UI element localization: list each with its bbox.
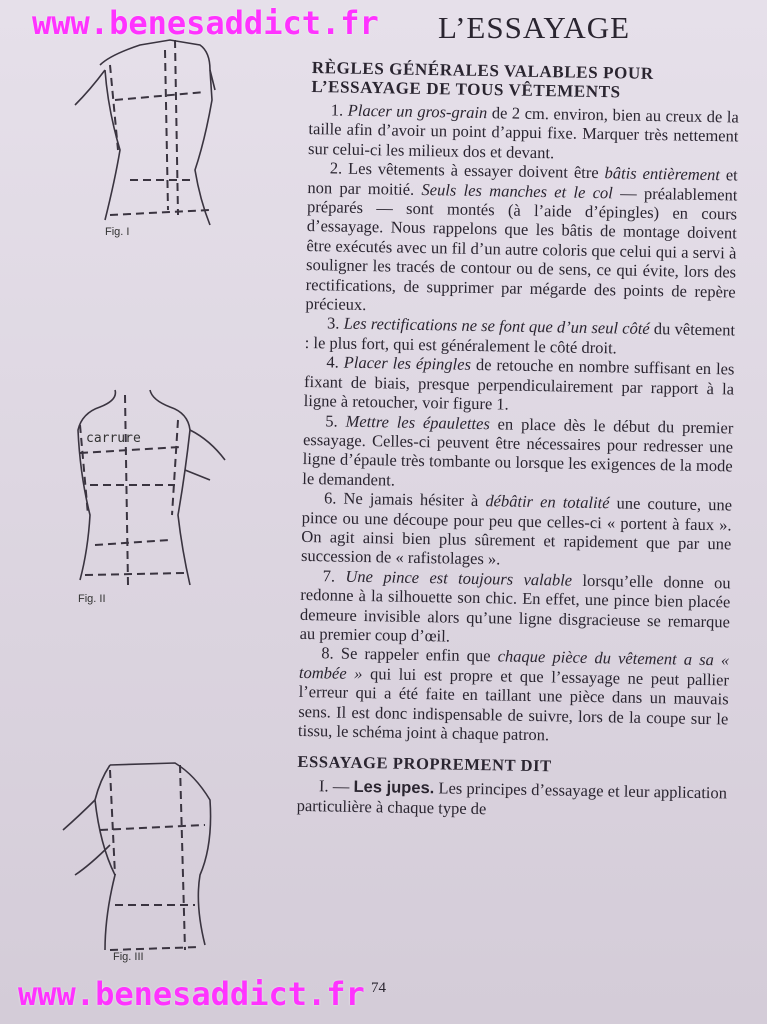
rules-body [297,100,739,823]
figure-3 [55,755,245,965]
carrure-annotation: carrure [86,431,141,446]
rule-2: 2. Les vêtements à essayer doivent être bâtis entièrement et non par moitié. Seuls les manches et le col — préalablement préparés — sont montés (à l’aide d’épingles) en cours d’essayage. Nous rappelons que les bâtis de montage doivent être exécutés avec un fil d’un autre coloris que celui qui a servi à souligner les tracés de contour ou de sens, ce qui évite, lors des rectifications, de supprimer par mégarde des points de repère précieux. [305,158,738,315]
figure-3-drawing [55,755,245,965]
figure-1 [70,30,240,245]
rule-6: 6. Ne jamais hésiter à débâtir en totalité une couture, une pince ou une découpe pour peu que celles-ci « portent à faux ». On agit ainsi bien plus sûrement et rapidement que par une succession de « rafistolages ». [300,488,733,569]
watermark-bottom: www.benesaddict.fr [18,975,365,1013]
figure-2-drawing [60,385,250,610]
page-number: 74 [371,980,386,996]
figure-2-label: Fig. II [78,593,106,605]
figure-3-label: Fig. III [113,951,144,963]
figure-2 [60,385,250,610]
section-heading-line1: RÈGLES GÉNÉRALES VALABLES POUR [311,58,654,83]
watermark-top: www.benesaddict.fr [32,4,379,42]
rule-8: 8. Se rappeler enfin que chaque pièce du vêtement a sa « tombée » qui lui est propre et que l’essayage ne peut pallier l’erreur qui a été faite en taillant une pièce dans un mauvais sens. Il est donc indispensable de suivre, lors de la coupe sur le tissu, le schéma joint à chaque patron. [297,643,730,745]
section-heading-line2: L’ESSAYAGE DE TOUS VÊTEMENTS [311,76,621,102]
section2-paragraph: I. — Les jupes. Les principes d’essayage et leur application particulière à chaque type de [296,776,728,819]
rule-7: 7. Une pince est toujours valable lorsqu’elle donne ou redonne à la silhouette son chic. En effet, une pince bien placée demeure invisible alors qu’une ligne disgracieuse se remarque au premier coup d’œil. [299,566,731,646]
rule-1: 1. Placer un gros-grain de 2 cm. environ, bien au creux de la taille afin d’avoir un point d’appui fixe. Marquer très nettement sur celui-ci les milieux dos et devant. [307,100,739,163]
figure-1-drawing [70,30,240,245]
rule-4: 4. Placer les épingles de retouche en nombre suffisant en les fixant de biais, presque perpendiculairement par rapport à la ligne à retoucher, voir figure 1. [303,352,735,414]
section2-heading: ESSAYAGE PROPREMENT DIT [297,752,552,776]
page-title: L’ESSAYAGE [438,10,631,45]
rule-3: 3. Les rectifications ne se font que d’un seul côté du vêtement : le plus fort, qui est généralement le côté droit. [304,313,736,358]
section-heading [311,58,742,103]
figure-1-label: Fig. I [105,226,130,238]
rule-5: 5. Mettre les épaulettes en place dès le début du premier essayage. Celles-ci peuvent être nécessaires pour redresser une ligne d’épaule très tombante ou lorsque les exigences de la mode le demandent. [302,410,734,490]
